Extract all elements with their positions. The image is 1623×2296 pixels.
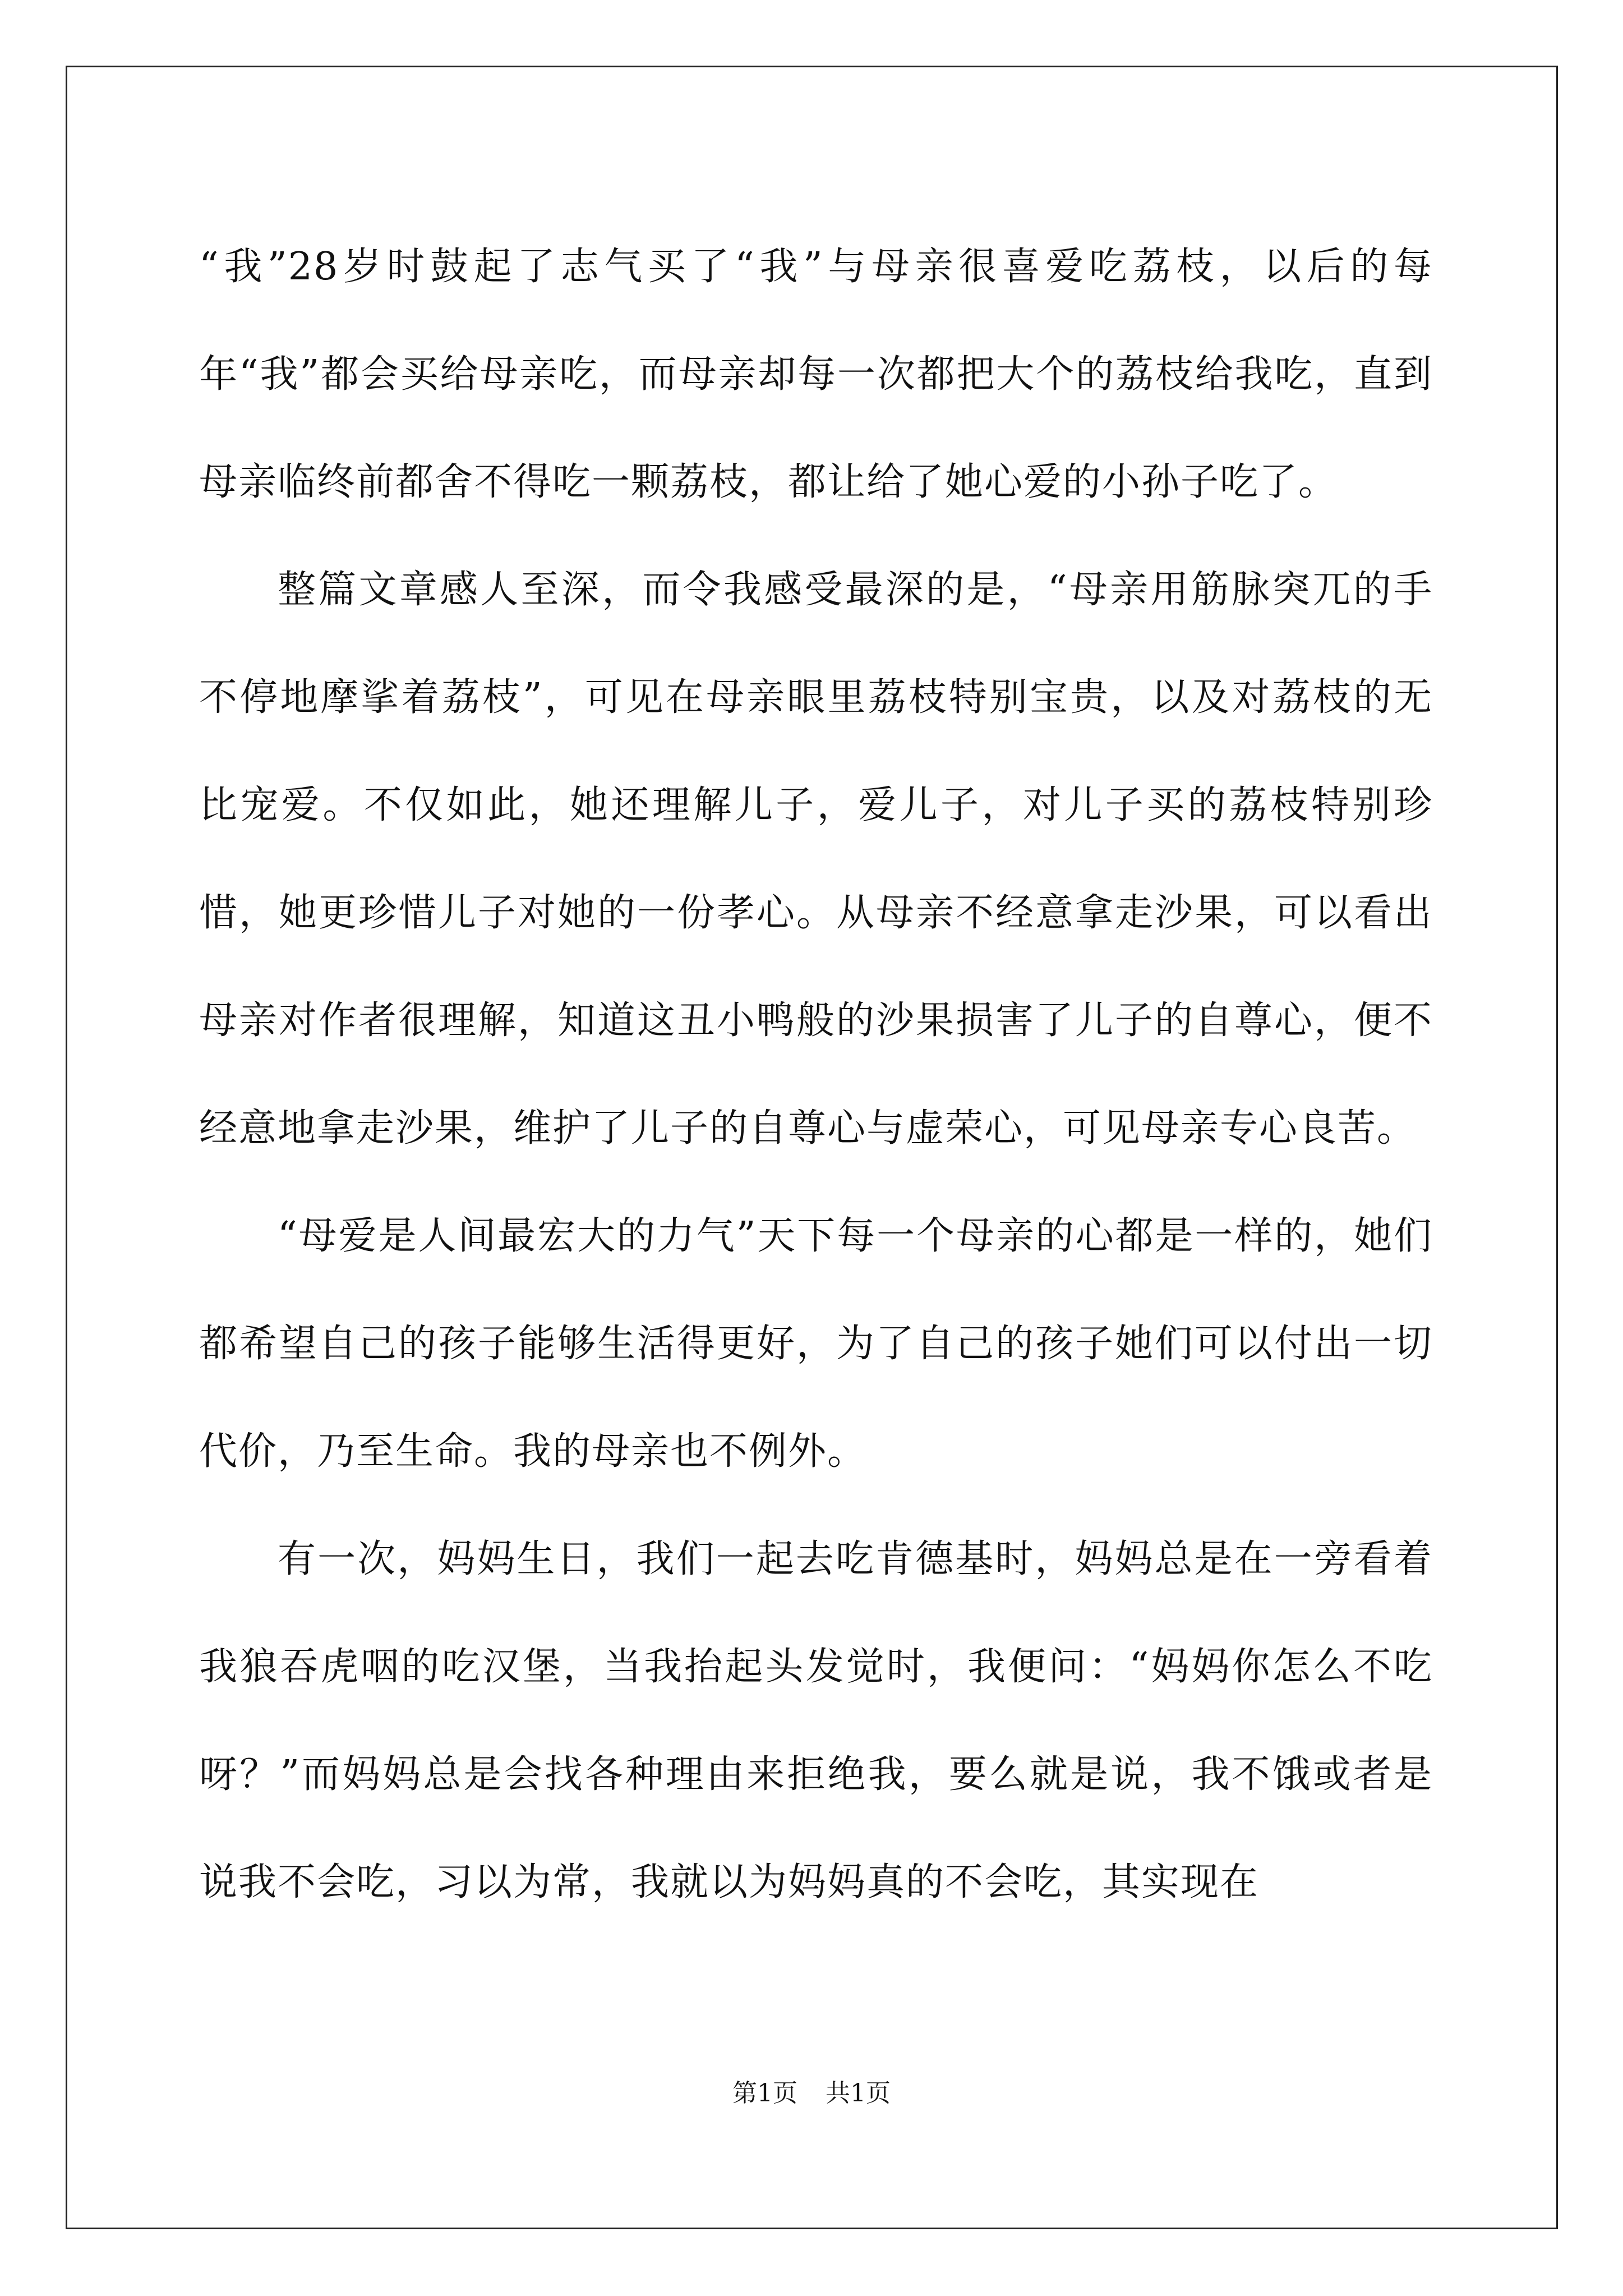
paragraph-3: “母爱是人间最宏大的力气”天下每一个母亲的心都是一样的，她们都希望自己的孩子能够生活得更好，为了自己的孩子她们可以付出一切代价，乃至生命。我的母亲也不例外。 (199, 1214, 1433, 1474)
page-number: 第1页 (732, 2079, 797, 2108)
paragraph-1: “我”28岁时鼓起了志气买了“我”与母亲很喜爱吃荔枝，以后的每年“我”都会买给母亲吃，而母亲却每一次都把大个的荔枝给我吃，直到母亲临终前都舍不得吃一颗荔枝，都让给了她心爱的小孙子吃了。 (199, 245, 1433, 504)
page-total: 共1页 (826, 2079, 891, 2108)
page-footer (0, 2073, 1623, 2109)
paragraph-4: 有一次，妈妈生日，我们一起去吃肯德基时，妈妈总是在一旁看着我狼吞虎咽的吃汉堡，当我抬起头发觉时，我便问：“妈妈你怎么不吃呀？”而妈妈总是会找各种理由来拒绝我，要么就是说，我不饿或者是说我不会吃，习以为常，我就以为妈妈真的不会吃，其实现在 (199, 1537, 1433, 1904)
document-body (199, 213, 1433, 1936)
paragraph-2: 整篇文章感人至深，而令我感受最深的是，“母亲用筋脉突兀的手不停地摩挲着荔枝”，可见在母亲眼里荔枝特别宝贵，以及对荔枝的无比宠爱。不仅如此，她还理解儿子，爱儿子，对儿子买的荔枝特别珍惜，她更珍惜儿子对她的一份孝心。从母亲不经意拿走沙果，可以看出母亲对作者很理解，知道这丑小鸭般的沙果损害了儿子的自尊心，便不经意地拿走沙果，维护了儿子的自尊心与虚荣心，可见母亲专心良苦。 (199, 568, 1433, 1151)
